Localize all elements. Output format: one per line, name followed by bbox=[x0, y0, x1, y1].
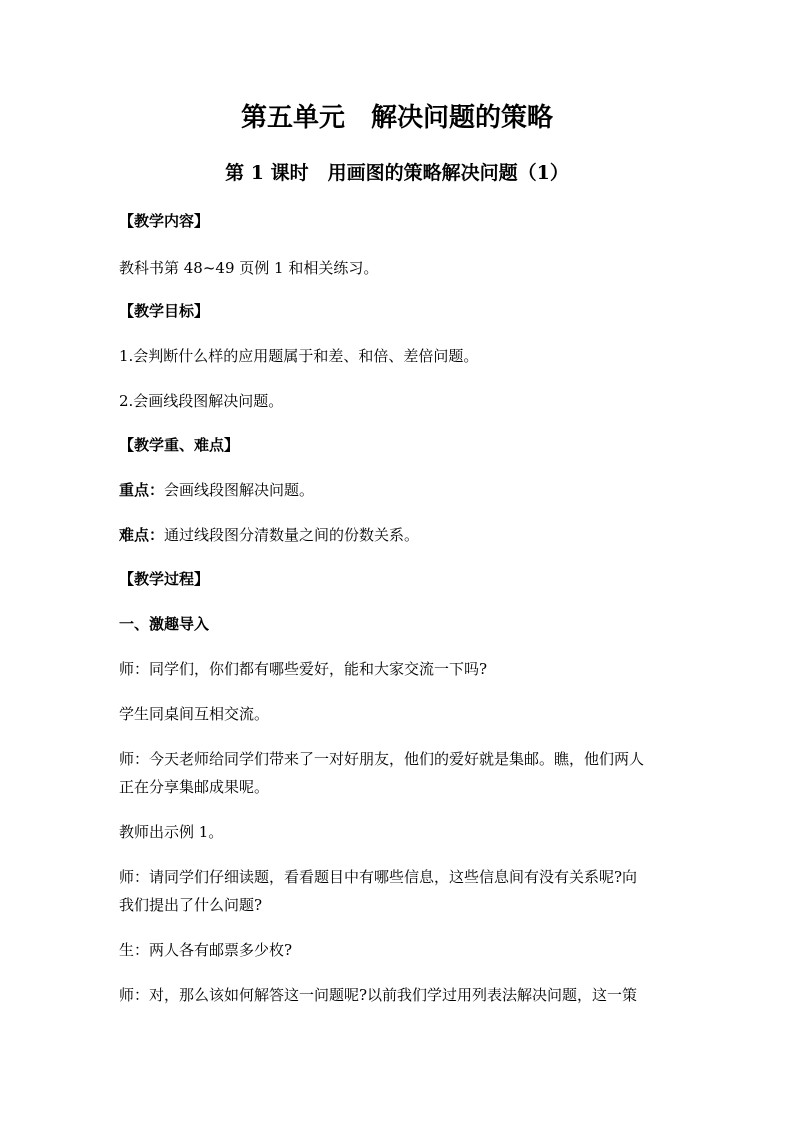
key-label: 重点： bbox=[119, 481, 165, 499]
process-heading: 【教学过程】 bbox=[119, 570, 210, 588]
paragraph-5-line-2: 我们提出了什么问题? bbox=[119, 896, 263, 914]
paragraph-6: 生：两人各有邮票多少枚? bbox=[119, 941, 293, 959]
goal-item-2: 2.会画线段图解决问题。 bbox=[119, 392, 284, 410]
lesson-subtitle: 第 1 课时 用画图的策略解决问题（1） bbox=[225, 162, 569, 184]
page-title: 第五单元 解决问题的策略 bbox=[240, 103, 553, 133]
paragraph-4: 教师出示例 1。 bbox=[119, 823, 224, 841]
goals-heading: 【教学目标】 bbox=[119, 302, 210, 320]
paragraph-3-line-2: 正在分享集邮成果呢。 bbox=[119, 778, 270, 796]
paragraph-5-line-1: 师：请同学们仔细读题，看看题目中有哪些信息，这些信息间有没有关系呢?向 bbox=[119, 868, 638, 886]
key-text: 会画线段图解决问题。 bbox=[164, 481, 315, 499]
content-text: 教科书第 48~49 页例 1 和相关练习。 bbox=[119, 259, 379, 277]
difficult-text: 通过线段图分清数量之间的份数关系。 bbox=[164, 526, 420, 544]
content-heading: 【教学内容】 bbox=[119, 212, 210, 230]
paragraph-7-line-1: 师：对，那么该如何解答这一问题呢?以前我们学过用列表法解决问题，这一策 bbox=[119, 986, 638, 1004]
paragraph-3-line-1: 师：今天老师给同学们带来了一对好朋友，他们的爱好就是集邮。瞧，他们两人 bbox=[119, 750, 645, 768]
step-1-heading: 一、激趣导入 bbox=[119, 615, 210, 633]
difficult-label: 难点： bbox=[119, 526, 165, 544]
keypoints-heading: 【教学重、难点】 bbox=[119, 436, 240, 454]
goal-item-1: 1.会判断什么样的应用题属于和差、和倍、差倍问题。 bbox=[119, 347, 479, 365]
difficult-point bbox=[119, 525, 679, 545]
paragraph-2: 学生同桌间互相交流。 bbox=[119, 705, 270, 723]
paragraph-1: 师：同学们，你们都有哪些爱好，能和大家交流一下吗? bbox=[119, 660, 488, 678]
key-point bbox=[119, 480, 679, 500]
